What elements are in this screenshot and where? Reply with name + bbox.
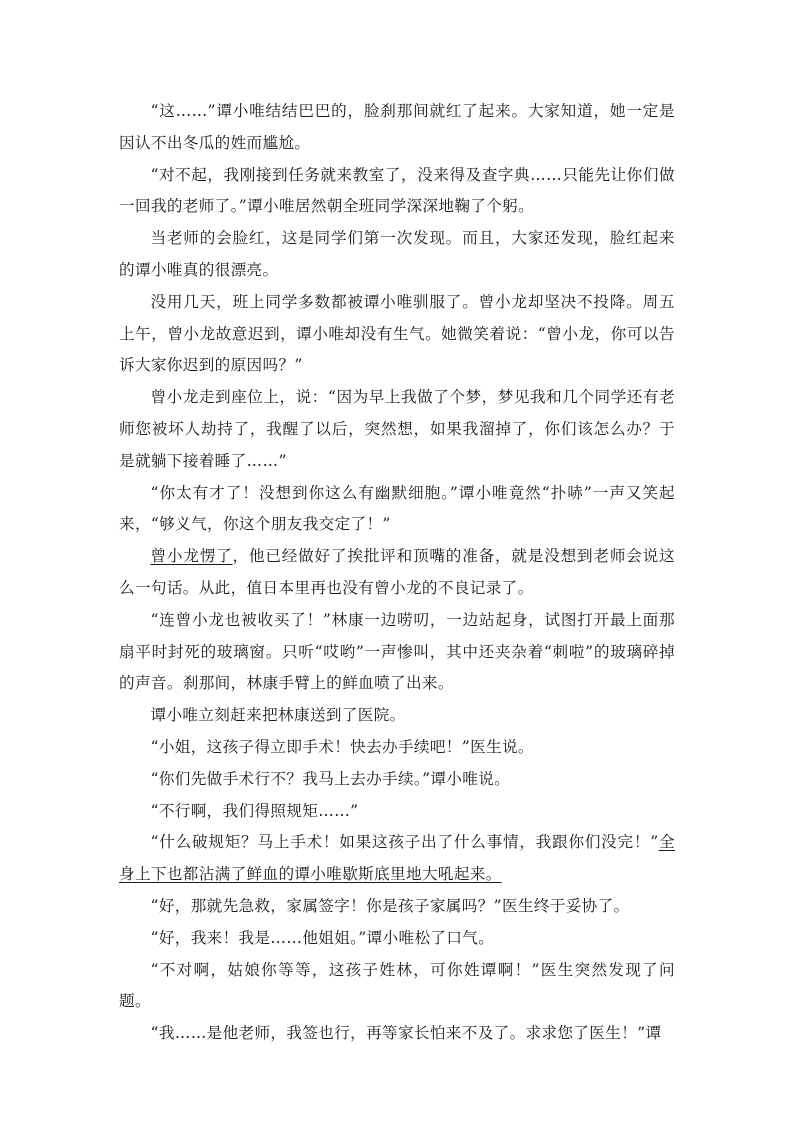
paragraph-10 [119,732,675,764]
paragraph-14 [119,891,675,923]
paragraph-1 [119,96,675,160]
paragraph-7 [119,541,675,605]
paragraph-text: “什么破规矩？马上手术！如果这孩子出了什么事情，我跟你们没完！” [150,833,659,852]
paragraph-16 [119,955,675,1019]
paragraph-3 [119,223,675,287]
paragraph-text: “对不起，我刚接到任务就来教室了，没来得及查字典……只能先让你们做一回我的老师了。”谭小唯居然朝全班同学深深地鞠了个躬。 [119,165,675,216]
paragraph-text: “小姐，这孩子得立即手术！快去办手续吧！”医生说。 [150,737,534,756]
paragraph-text: 当老师的会脸红，这是同学们第一次发现。而且，大家还发现，脸红起来的谭小唯真的很漂亮。 [119,229,675,279]
paragraph-text: “不行啊，我们得照规矩……” [150,801,359,820]
paragraph-text: “你们先做手术行不？我马上去办手续。”谭小唯说。 [150,769,511,788]
paragraph-text: 谭小唯立刻赶来把林康送到了医院。 [150,706,406,725]
paragraph-13 [119,827,675,891]
paragraph-text: “好，我来！我是……他姐姐。”谭小唯松了口气。 [150,928,495,947]
paragraph-text: “好，那就先急救，家属签字！你是孩子家属吗？”医生终于妥协了。 [150,896,630,915]
paragraph-8 [119,605,675,700]
paragraph-11 [119,764,675,796]
underlined-sentence: 全身上下也都沾满了鲜血的谭小唯歇斯底里地大吼起来。 [119,833,675,884]
paragraph-text: “我……是他老师，我签也行，再等家长怕来不及了。求求您了医生！”谭 [150,1024,662,1043]
paragraph-15 [119,923,675,955]
paragraph-5 [119,382,675,477]
paragraph-9 [119,700,675,732]
paragraph-text: ，他已经做好了挨批评和顶嘴的准备，就是没想到老师会说这么一句话。从此，值日本里再也没有曾小龙的不良记录了。 [119,547,675,597]
paragraph-text: “不对啊，姑娘你等等，这孩子姓林，可你姓谭啊！”医生突然发现了问题。 [119,960,675,1011]
paragraph-text: “连曾小龙也被收买了！”林康一边唠叨，一边站起身，试图打开最上面那扇平时封死的玻璃窗。只听“哎哟”一声惨叫，其中还夹杂着“刺啦”的玻璃碎掉的声音。刹那间，林康手臂上的鲜血喷了出来。 [119,610,675,693]
paragraph-12 [119,796,675,828]
paragraph-4 [119,287,675,382]
paragraph-6 [119,478,675,542]
paragraph-text: 曾小龙走到座位上，说：“因为早上我做了个梦，梦见我和几个同学还有老师您被坏人劫持了，我醒了以后，突然想，如果我溜掉了，你们该怎么办？于是就躺下接着睡了……” [119,388,675,470]
underlined-phrase: 曾小龙愣了 [150,547,233,566]
document-page [119,96,675,1050]
paragraph-text: “这……”谭小唯结结巴巴的，脸刹那间就红了起来。大家知道，她一定是因认不出冬瓜的姓而尴尬。 [119,102,675,152]
paragraph-2 [119,160,675,224]
paragraph-17 [119,1018,675,1050]
paragraph-text: “你太有才了！没想到你这么有幽默细胞。”谭小唯竟然“扑哧”一声又笑起来，“够义气，你这个朋友我交定了！” [119,483,675,534]
paragraph-text: 没用几天，班上同学多数都被谭小唯驯服了。曾小龙却坚决不投降。周五上午，曾小龙故意迟到，谭小唯却没有生气。她微笑着说：“曾小龙，你可以告诉大家你迟到的原因吗？” [119,292,675,375]
